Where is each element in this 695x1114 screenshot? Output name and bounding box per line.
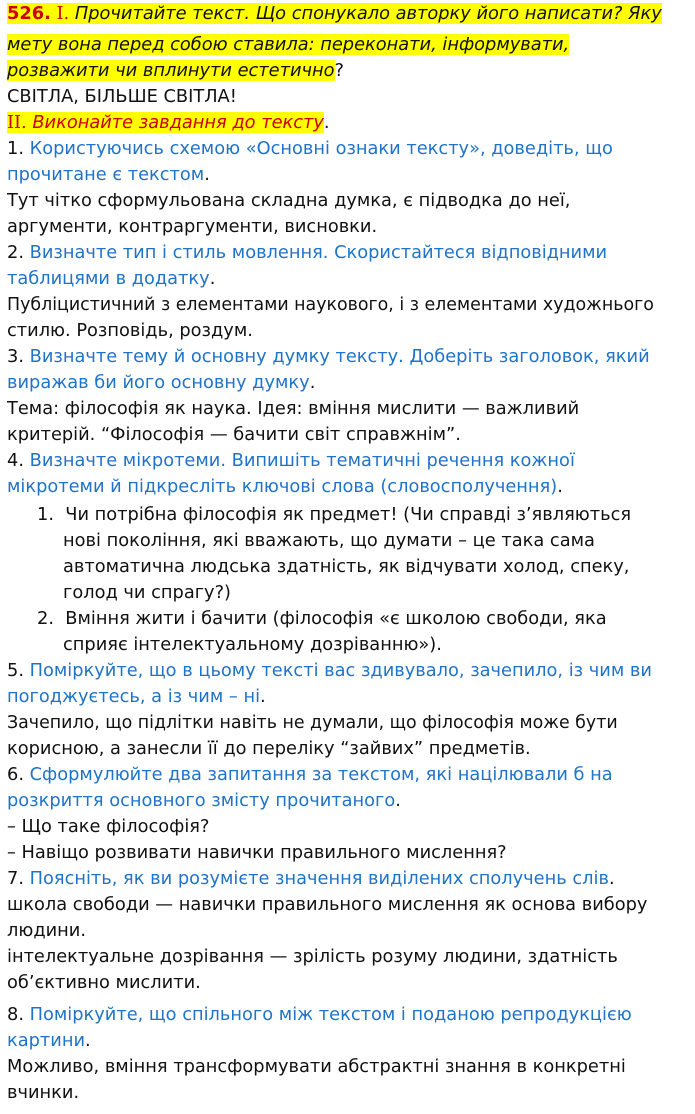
question-dot: . bbox=[209, 268, 216, 289]
question-8-line-2 bbox=[7, 1028, 91, 1054]
exercise-header-line-1 bbox=[7, 1, 662, 27]
task-line-3: розважити чи вплинути естетично bbox=[7, 60, 335, 81]
question-3-line-2 bbox=[7, 370, 315, 396]
question-4-line-1 bbox=[7, 448, 575, 474]
answer-4-item-1-line-3: автоматична людська здатність, як відчувати холод, спеку, bbox=[63, 556, 630, 577]
list-text: Вміння жити і бачити (філософія «є школою свободи, яка bbox=[65, 608, 607, 629]
question-number: 8. bbox=[7, 1004, 24, 1025]
question-dot: . bbox=[608, 868, 615, 889]
question-text: Визначте тип і стиль мовлення. Скористайтеся відповідними bbox=[29, 242, 608, 263]
question-text: Користуючись схемою «Основні ознаки тексту», доведіть, що bbox=[29, 138, 613, 159]
question-8-line-1 bbox=[7, 1002, 632, 1028]
question-text: розкриття основного змісту прочитаного bbox=[7, 790, 396, 811]
question-6-line-1 bbox=[7, 762, 613, 788]
question-dot: . bbox=[395, 790, 401, 811]
answer-5-line-2: корисною, а занесли її до переліку “зайвих” предметів. bbox=[7, 738, 531, 759]
question-number: 3. bbox=[7, 346, 24, 367]
question-number: 1. bbox=[7, 138, 24, 159]
answer-6-line-2: – Навіщо розвивати навички правильного мислення? bbox=[7, 842, 507, 863]
question-text: прочитане є текстом bbox=[7, 164, 205, 185]
question-text: Визначте мікротеми. Випишіть тематичні речення кожної bbox=[29, 450, 575, 471]
section-2-task-dot: . bbox=[323, 112, 330, 133]
answer-3-line-2: критерій. “Філософія — бачити світ справжнім”. bbox=[7, 424, 461, 445]
answer-2-line-2: стилю. Розповідь, роздум. bbox=[7, 320, 253, 341]
answer-6-line-1: – Що таке філософія? bbox=[7, 816, 210, 837]
question-5-line-1 bbox=[7, 658, 652, 684]
task-line-2: мету вона перед собою ставила: переконати, інформувати, bbox=[7, 34, 570, 55]
question-number: 7. bbox=[7, 868, 24, 889]
answer-2-line-1: Публіцистичний з елементами наукового, і з елементами художнього bbox=[7, 295, 654, 315]
answer-4-item-1-line-1 bbox=[37, 502, 631, 528]
question-dot: . bbox=[309, 372, 316, 393]
question-number: 6. bbox=[7, 764, 24, 785]
answer-4-item-1-line-4: голод чи спрагу?) bbox=[63, 582, 231, 603]
answer-7-line-2: людини. bbox=[7, 920, 87, 941]
question-text: Визначте тему й основну думку тексту. Доберіть заголовок, який bbox=[29, 346, 650, 367]
question-number: 4. bbox=[7, 450, 24, 471]
question-dot: . bbox=[260, 686, 266, 707]
question-dot: . bbox=[204, 164, 210, 185]
question-3-line-1 bbox=[7, 344, 650, 370]
section-2-heading bbox=[7, 110, 330, 136]
question-dot: . bbox=[557, 476, 563, 497]
question-text: Поміркуйте, що спільного між текстом і поданою репродукцією bbox=[29, 1004, 632, 1025]
question-7-line-1 bbox=[7, 866, 615, 892]
exercise-header-line-3 bbox=[7, 58, 344, 84]
section-roman-2: II. bbox=[7, 112, 27, 133]
section-2-task: Виконайте завдання до тексту bbox=[32, 112, 324, 133]
text-title: СВІТЛА, БІЛЬШЕ СВІТЛА! bbox=[7, 86, 237, 107]
question-4-line-2 bbox=[7, 474, 563, 500]
list-text: Чи потрібна філософія як предмет! (Чи справді з’являються bbox=[65, 504, 632, 525]
question-text: картини bbox=[7, 1030, 86, 1051]
question-5-line-2 bbox=[7, 684, 266, 710]
answer-7-line-1: школа свободи — навички правильного мислення як основа вибору bbox=[7, 894, 648, 915]
question-6-line-2 bbox=[7, 788, 401, 814]
question-number: 2. bbox=[7, 242, 24, 263]
question-2-line-2 bbox=[7, 266, 215, 292]
question-text: Сформулюйте два запитання за текстом, які націлювали б на bbox=[29, 764, 613, 785]
exercise-number: 526. bbox=[7, 3, 51, 24]
answer-7-line-4: об’єктивно мислити. bbox=[7, 972, 201, 993]
task-line-1: Прочитайте текст. Що спонукало авторку його написати? Яку bbox=[74, 3, 662, 24]
list-number: 1. bbox=[37, 504, 54, 525]
question-1-line-1 bbox=[7, 136, 613, 162]
answer-3-line-1: Тема: філософія як наука. Ідея: вміння мислити — важливий bbox=[7, 398, 580, 419]
question-text: таблицями в додатку bbox=[7, 268, 210, 289]
question-text: виражав би його основну думку bbox=[7, 372, 310, 393]
question-text: Поясніть, як ви розумієте значення виділених сполучень слів bbox=[29, 868, 609, 889]
section-roman-1: I. bbox=[56, 3, 70, 24]
question-text: мікротеми й підкресліть ключові слова (словосполучення) bbox=[7, 476, 558, 497]
question-text: Поміркуйте, що в цьому тексті вас здивувало, зачепило, із чим ви bbox=[29, 660, 652, 681]
answer-4-item-1-line-2: нові покоління, які вважають, що думати – це така сама bbox=[63, 530, 595, 551]
question-2-line-1 bbox=[7, 240, 607, 266]
task-line-3-mark: ? bbox=[334, 60, 344, 81]
question-dot: . bbox=[85, 1030, 91, 1051]
question-1-line-2 bbox=[7, 162, 210, 188]
answer-4-item-2-line-1 bbox=[37, 606, 607, 632]
question-number: 5. bbox=[7, 660, 24, 681]
answer-5-line-1: Зачепило, що підлітки навіть не думали, що філософія може бути bbox=[7, 713, 618, 733]
answer-4-item-2-line-2: сприяє інтелектуальному дозріванню»). bbox=[63, 634, 442, 655]
answer-1-line-2: аргументи, контраргументи, висновки. bbox=[7, 216, 378, 237]
answer-7-line-3: інтелектуальне дозрівання — зрілість розуму людини, здатність bbox=[7, 946, 618, 967]
answer-8-line-1: Можливо, вміння трансформувати абстрактні знання в конкретні bbox=[7, 1056, 626, 1077]
answer-1-line-1: Тут чітко сформульована складна думка, є підводка до неї, bbox=[7, 190, 571, 211]
question-text: погоджуєтесь, а із чим – ні bbox=[7, 686, 261, 707]
exercise-header-line-2 bbox=[7, 32, 569, 58]
answer-8-line-2: вчинки. bbox=[7, 1082, 80, 1103]
list-number: 2. bbox=[37, 608, 54, 629]
